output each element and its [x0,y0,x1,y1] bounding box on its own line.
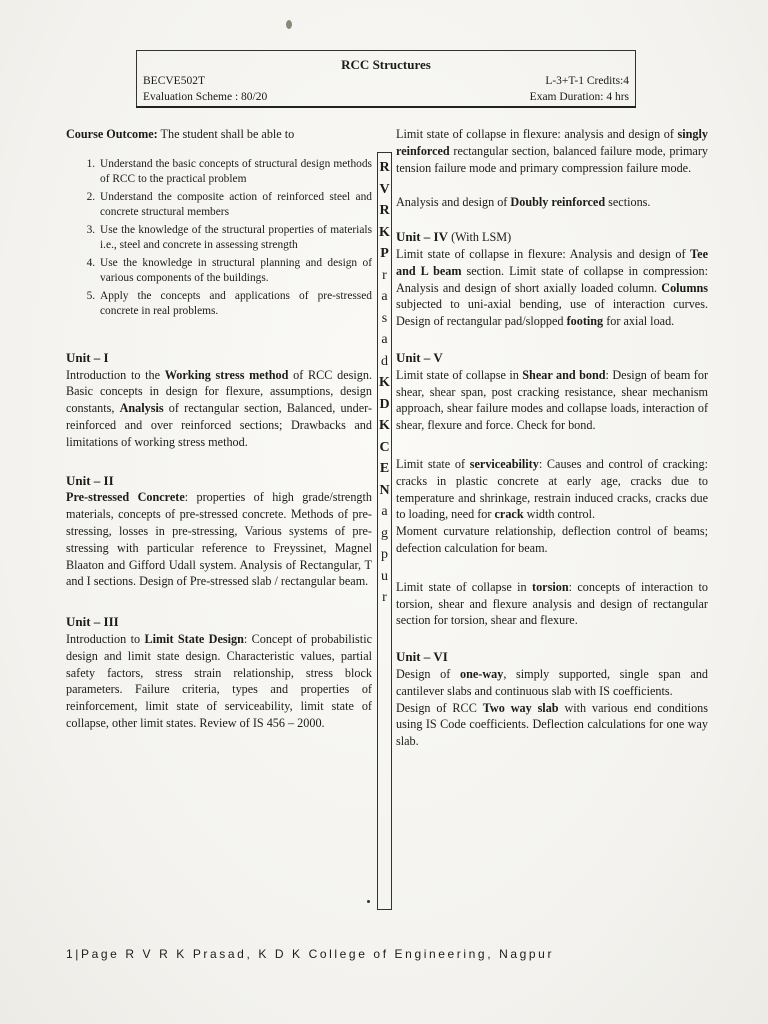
vertical-letter: a [381,332,388,347]
outcome-item: 4. Use the knowledge in structural planning and design of various components of the buildings. [98,256,372,286]
vertical-letter: P [380,246,389,261]
vertical-letter: N [379,482,390,498]
unit-3-title: Unit – III [66,614,119,630]
doubly-reinforced-text: Analysis and design of Doubly reinforced sections. [396,195,651,210]
page-footer: 1|Page R V R K Prasad, K D K College of Engineering, Nagpur [66,947,555,961]
vertical-letter: a [381,504,388,519]
vertical-letter: u [381,568,388,584]
vertical-letter: C [379,439,390,455]
vertical-letter: s [381,310,388,326]
course-outcome-heading: Course Outcome: [66,127,158,141]
unit-1-title: Unit – I [66,349,109,365]
course-header [136,50,636,107]
evaluation-scheme: Evaluation Scheme : 80/20 [143,91,268,103]
header-rule [136,106,636,108]
outcome-item: 2. Understand the composite action of reinforced steel and concrete structural members [98,190,372,220]
course-outcome-line [66,126,372,143]
vertical-letter: r [382,590,387,605]
course-credits: L-3+T-1 Credits:4 [545,75,629,87]
moment-curvature-text: Moment curvature relationship, deflection control of beams; defection calculation for beam. [396,524,708,555]
unit-4-text: Limit state of collapse in flexure: Analysis and design of Tee and L beam section. Limit state of collapse in compression: Analysis and design of short axially loaded column. Columns subjected to uni-axial bending, use of interaction curves. Design of rectangular pad/slopped footing for axial load. [396,246,708,329]
left-column [66,126,372,732]
scan-speck [367,900,370,903]
vertical-letter: D [379,396,390,412]
unit-6-title: Unit – VI [396,649,448,665]
vertical-letter: d [381,353,388,369]
unit-2-text: Pre-stressed Concrete: properties of high grade/strength materials, concepts of pre-stressed concrete. Methods of pre-stressing, losses in pre-stressing, Various systems of pre-stressing with particular reference to Freyssinet, Magnel Blaaton and Gifford Udall system. Analysis of Rectangular, T and I sections. Design of Pre-stressed slab / rectangular beam. [66,490,372,589]
two-way-slab-text: Design of RCC Two way slab with various end conditions using IS Code coefficients. Deflection calculations for one way slab. [396,700,709,749]
outcome-item: 3. Use the knowledge of the structural properties of materials i.e., steel and concrete in assessing strength [98,223,372,253]
vertical-letter: p [381,547,388,562]
course-title: RCC Structures [341,57,431,72]
course-outcome-intro: The student shall be able to [157,127,295,141]
torsion-text: Limit state of collapse in torsion: concepts of interaction to torsion, shear and flexure analysis and design of rectangular section for torsion, shear and flexure. [396,579,708,628]
vertical-letter: V [379,181,390,197]
flexure-text: Limit state of collapse in flexure: analysis and design of singly reinforced rectangular section, balanced failure mode, primary tension failure mode and primary compression failure mode. [396,127,708,175]
vertical-letter: K [379,418,390,433]
unit-6-text: Design of one-way, simply supported, single span and cantilever slabs and continuous slab with IS coefficients. [396,666,709,698]
outcome-item: 5. Apply the concepts and applications of pre-stressed concrete in real problems. [98,289,372,319]
course-code: BECVE502T [143,75,205,87]
outcome-item: 1. Understand the basic concepts of structural design methods of RCC to the practical problem [98,157,372,187]
vertical-letter: E [379,461,390,476]
scan-speck [286,20,292,29]
right-column [396,126,708,750]
vertical-letter: g [381,525,388,541]
author-vertical-box [377,152,392,910]
vertical-letter: R [379,160,390,175]
vertical-letter: r [382,267,387,283]
unit-5-text: Limit state of collapse in Shear and bond: Design of beam for shear, shear span, post cracking resistance, shear mechanism approach, shear failure modes and collapse loads, interaction of shear, flexure and force. Check for bond. [396,367,709,433]
unit-5-title: Unit – V [396,349,443,365]
author-vertical-text [378,157,391,609]
exam-duration: Exam Duration: 4 hrs [529,91,629,103]
serviceability-text: Limit state of serviceability: Causes and control of cracking: cracks in plastic concrete at early age, cracks due to temperature and shrinkage, restrain induced cracks, cracks due to loading, need for crack width control. [396,456,708,522]
unit-2-title: Unit – II [66,472,114,488]
vertical-letter: a [381,289,388,304]
unit-1-text: Introduction to the Working stress method of RCC design. Basic concepts in design for flexure, assumptions, design constants, Analysis of rectangular section, Balanced, under-reinforced and over reinforced sections; Drawbacks and limitations of working stress method. [66,367,373,449]
vertical-letter: K [379,375,390,390]
unit-3-text: Introduction to Limit State Design: Concept of probabilistic design and limit state design. Characteristic values, partial safety factors, stress strain relationship, stress block parameters. Failure criteria, types and properties of reinforcement, limit state of serviceability, limit state of collapse, other limit states. Review of IS 456 – 2000. [66,631,372,730]
vertical-letter: R [379,203,390,218]
unit-4-title: Unit – IV (With LSM) [396,229,512,245]
vertical-letter: K [379,224,390,240]
outcome-list [66,157,372,319]
